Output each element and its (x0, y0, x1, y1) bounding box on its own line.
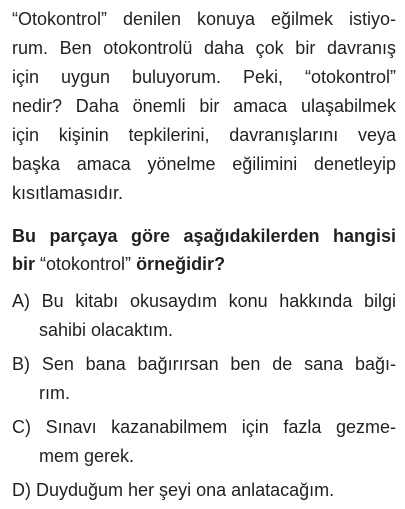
option-text: mem gerek. (39, 446, 135, 466)
question-line (12, 251, 396, 277)
option-text: rım. (39, 383, 70, 403)
option-text: D) Duyduğum her şeyi ona anlatacağım. (12, 480, 335, 500)
option-text: sahibi olacaktım. (39, 320, 174, 340)
quoted-term: “otokontrol” (40, 254, 132, 274)
option-text: C) Sınavı kazanabilmem için fazla gezme- (12, 417, 396, 437)
passage-line: için kişinin tepkilerini, davranışlarını veya (12, 125, 396, 145)
passage-line: başka amaca yönelme eğilimini denetleyip (12, 154, 396, 174)
passage-line: nedir? Daha önemli bir amaca ulaşabilmek (12, 96, 396, 116)
question-text: örneğidir? (131, 254, 226, 274)
passage-line: rum. Ben otokontrolü daha çok bir davranış (12, 38, 396, 58)
option-text: A) Bu kitabı okusaydım konu hakkında bilgi (12, 291, 396, 311)
passage-line: “Otokontrol” denilen konuya eğilmek istiyo- (12, 9, 396, 29)
option-text: B) Sen bana bağırırsan ben de sana bağı- (12, 354, 396, 374)
passage-line: kısıtlamasıdır. (12, 183, 124, 203)
question-text: bir (12, 254, 41, 274)
question-line: Bu parçaya göre aşağıdakilerden hangisi (12, 226, 396, 246)
passage-line: için uygun buluyorum. Peki, “otokontrol” (12, 67, 396, 87)
